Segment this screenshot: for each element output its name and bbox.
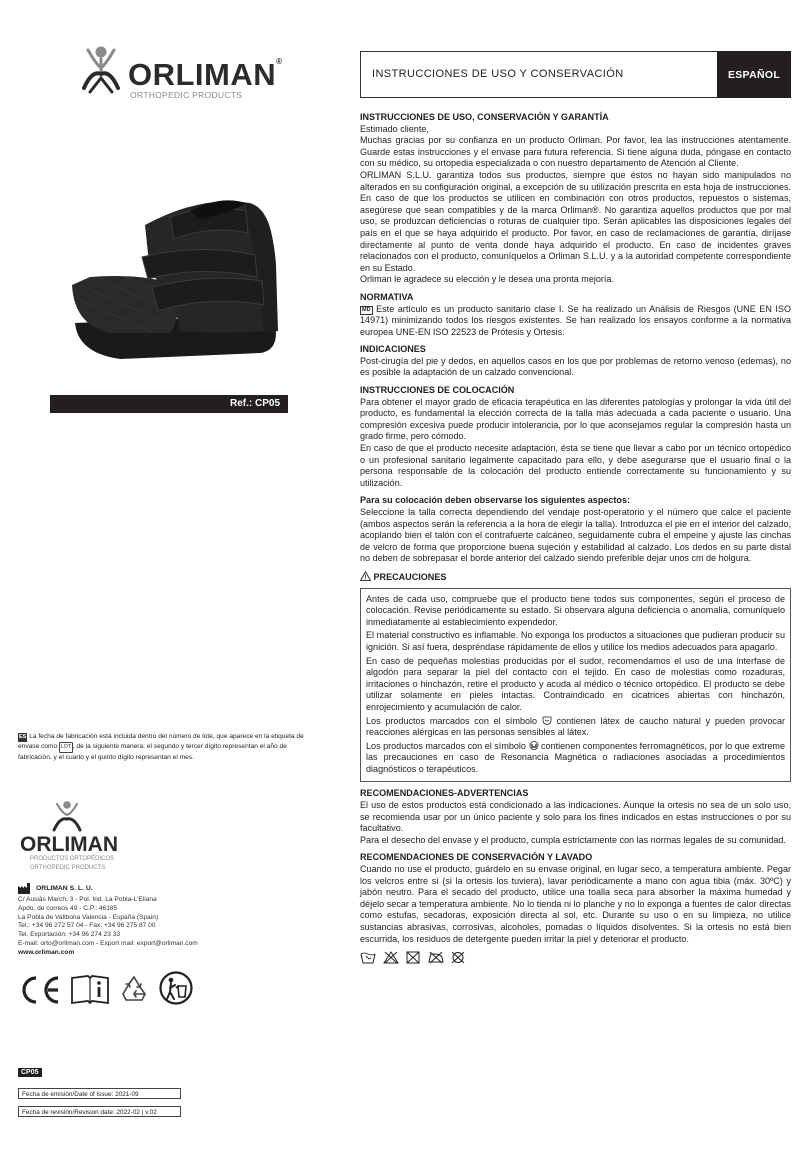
paragraph: Cuando no use el producto, guárdelo en su envase original, en lugar seco, a temperatura ambiente. Pegar los velcros entre sí (si la ortesis los tuviera), lavar periódicamente a mano con agua tibia (máx. 30ºC) y jabón neutro. Para el secado del producto, utilice una toalla seca para absorber la máxima humedad y déjelo secar a temperatura ambiente. No lo tienda ni lo planche y no lo exponga a fuentes de calor directas como estufas, secadoras, exposición directa al sol, etc. Durante su uso o en su limpieza, no utilice sustancias abrasivas, corrosivas, alcoholes, pomadas o líquidos disolventes. Si la ortesis no está bien escurrida, los residuos de detergente pueden irritar la piel y deteriorar el producto.: [360, 864, 791, 944]
ferromagnetic-icon: [529, 741, 539, 750]
section-title-guarantee: INSTRUCCIONES DE USO, CONSERVACIÓN Y GARANTÍA: [360, 112, 609, 122]
precautions-box: [360, 588, 791, 783]
paragraph: Seleccione la talla correcta dependiendo del vendaje post-operatorio y el número que calce el paciente (ambos aspectos serán la referencia a la hora de elegir la talla). Introduzca el pie en el interior del calzado, acoplando bien el talón con el contrafuerte calcáneo, seguidamente cubra el empeine y ajuste las cinchas de velcro de forma que proporcione buena sujeción y estabilidad al calzado. Los dedos en su parte distal no deben de sobrepasar el borde anterior del calzado siendo preferible dejar unos cm de holgura.: [360, 507, 791, 564]
subsection-title-aspects: Para su colocación deben observarse los siguientes aspectos:: [360, 495, 631, 506]
company-name: ORLIMAN S. L. U.: [36, 885, 93, 892]
section-title-normativa: NORMATIVA: [360, 291, 414, 302]
section-title-precauciones: PRECAUCIONES: [360, 571, 791, 584]
revision-date: Fecha de revisión/Revision date: 2022-02 | v.02: [18, 1106, 181, 1117]
company-address: C/ Ausiàs March, 3 - Pol. Ind. La Pobla-L'Eliana Apdo. de correos 49 - C.P.: 46185 La Pobla de Vallbona Valencia - España (Spain) Tel.: +34 96 272 57 04 - Fax: +34 96 275 87 00 Tel. Exportación: +34 96 274 23 33 E-mail: orto@orliman.com - Export mail: export@orliman.com www.orliman.com: [18, 896, 198, 956]
section-title-indicaciones: INDICACIONES: [360, 344, 426, 355]
latex-icon: [542, 716, 552, 725]
paragraph: En caso de que el producto necesite adaptación, ésta se tiene que llevar a cabo por un técnico ortopédico o un profesional sanitario legalmente capacitado para ello, y debe asegurarse que el usuario final o la persona responsable de la colocación del producto entiende correctamente su funcionamiento y su utilización.: [360, 443, 791, 488]
paragraph: Orliman le agradece su elección y le desea una pronta mejoría.: [360, 274, 614, 285]
page-title: INSTRUCCIONES DE USO Y CONSERVACIÓN: [372, 68, 624, 80]
ce-mark-icon: [18, 975, 62, 1005]
care-symbols: [360, 951, 791, 965]
paragraph: Antes de cada uso, compruebe que el producto tiene todos sus componentes, según el proceso de colocación. Revise periódicamente su estado. Si observara alguna deficiencia o anomalía, comuníquelo inmediatamente al establecimiento expendedor.: [366, 593, 785, 627]
paragraph: MD Este artículo es un producto sanitario clase I. Se ha realizado un Análisis de Riesgos (UNE EN ISO 14971) minimizando todos los riesgos existentes. Se han realizado los ensayos conforme a la normativa europea UNE-EN ISO 22523 de Prótesis y Ortesis.: [360, 303, 792, 337]
no-dry-clean-icon: [450, 951, 466, 964]
brand-tagline: ORTHOPEDIC PRODUCTS: [130, 90, 243, 100]
section-title-recomendaciones: RECOMENDACIONES-ADVERTENCIAS: [360, 788, 529, 799]
brand-wordmark: ORLIMAN®: [128, 57, 283, 92]
brand-subtitle-en: ORTHOPEDIC PRODUCTS: [30, 865, 106, 871]
no-iron-icon: [428, 951, 444, 964]
brand-wordmark-small: ORLIMAN: [20, 833, 118, 856]
website-link[interactable]: www.orliman.com: [18, 948, 75, 956]
product-reference-bar: [50, 395, 288, 413]
section-title-conservacion: RECOMENDACIONES DE CONSERVACIÓN Y LAVADO: [360, 852, 593, 863]
brand-subtitle-es: PRODUCTOS ORTOPÉDICOS: [30, 856, 115, 862]
paragraph: Los productos marcados con el símbolo contienen látex de caucho natural y pueden provocar reacciones alérgicas en las personas sensibles al látex.: [366, 715, 785, 738]
paragraph: En caso de pequeñas molestias producidas por el sudor, recomendamos el uso de una interfase de algodón para separar la piel del contacto con el tejido. En caso de molestias como rozaduras, irritaciones o hinchazón, retire el producto y acuda al médico o técnico ortopédico. El producto se debe utilizar solamente en pieles intactas. Contraindicado en cicatrices abiertas con hinchazón, enrojecimiento y acumulación de calor.: [366, 655, 785, 712]
paragraph: Los productos marcados con el símbolo contienen componentes ferromagnéticos, por lo que extreme las precauciones en caso de Resonancia Magnética o radiaciones asociadas a procedimientos diagnósticos o terapéuticos.: [366, 740, 785, 774]
issue-date: Fecha de emisión/Date of issue: 2021-09: [18, 1088, 181, 1099]
paragraph: Muchas gracias por su confianza en un producto Orliman. Por favor, lea las instrucciones atentamente. Guarde estas instrucciones y el envase para futura referencia. Si tiene alguna duda, póngase en contacto con su médico, su ortopedia especializada o con nuestro departamento de Atención al Cliente.: [360, 135, 791, 169]
product-ref: Ref.: CP05: [229, 398, 280, 409]
paragraph: Para el desecho del envase y el producto, cumpla estrictamente con las normas legales de su comunidad.: [360, 834, 786, 845]
greeting: Estimado cliente,: [360, 123, 429, 134]
lot-icon: LOT: [59, 742, 73, 753]
manufacturing-date-note: ES La fecha de fabricación está incluida dentro del número de lote, que aparece en la etiqueta de envase como LOT , de la siguiente manera: el segundo y tercer dígito representan el año de fabricación, y el cuarto y el quinto dígito representan el mes.: [18, 733, 304, 761]
medical-device-icon: MD: [362, 306, 371, 313]
instructions-book-icon: [70, 974, 110, 1006]
instructions-content: [360, 112, 791, 965]
post-op-shoe-image: [50, 155, 288, 395]
no-bleach-icon: [383, 951, 399, 964]
orliman-logo-icon-small: [46, 800, 88, 834]
dispose-bin-icon: [158, 970, 194, 1006]
language-code-badge: ES: [19, 734, 27, 740]
language-badge: ESPAÑOL: [717, 51, 791, 98]
paragraph: El uso de estos productos está condicionado a las indicaciones. Aunque la ortesis no sea de un solo uso, se recomienda usar por un único paciente y solo para los fines indicados en estas instrucciones o por su facultativo.: [360, 800, 791, 834]
product-code-tag: CP05: [18, 1068, 42, 1077]
section-title-colocacion: INSTRUCCIONES DE COLOCACIÓN: [360, 385, 515, 396]
hand-wash-icon: [360, 951, 376, 964]
warning-icon: [360, 571, 371, 581]
recycle-icon: [118, 974, 150, 1004]
no-tumble-dry-icon: [405, 951, 421, 964]
paragraph: Post-cirugía del pie y dedos, en aquellos casos en los que por problemas de retorno venoso (edemas), no es posible la adaptación de un calzado convencional.: [360, 355, 791, 378]
paragraph: ORLIMAN S.L.U. garantiza todos sus productos, siempre que éstos no hayan sido manipulados no alterados en su configuración original, a excepción de su utilización prescrita en esta hoja de instrucciones. En caso de que los productos se utilicen en combinación con otros productos, repuestos o sistemas, asegúrese que sean compatibles y de la marca Orliman®. No garantiza aquellos productos que por mal uso, se produzcan deficiencias o roturas de cualquier tipo. Serán aplicables las disposiciones legales del país en el que se haya adquirido el producto. Por favor, en caso de reclamaciones de garantía, diríjase directamente al punto de venta donde haya adquirido el producto. En caso de incidentes graves relacionados con el producto, comuníquelos a Orliman S.L.U. y a la autoridad competente correspondiente en su Estado.: [360, 169, 791, 273]
manufacturer-icon: [18, 883, 32, 894]
paragraph: El material constructivo es inflamable. No exponga los productos a situaciones que pudieran producir su ignición. Si así fuera, despréndase rápidamente de ellos y utilice los medios adecuados para apagarlo.: [366, 630, 785, 652]
paragraph: Para obtener el mayor grado de eficacia terapéutica en las diferentes patologías y prolongar la vida útil del producto, es fundamental la elección correcta de la talla más adecuada a cada paciente o usuario. Una compresión excesiva puede producir intolerancia, por lo que aconsejamos regular la compresión hasta un grado firme, pero cómodo.: [360, 396, 791, 442]
